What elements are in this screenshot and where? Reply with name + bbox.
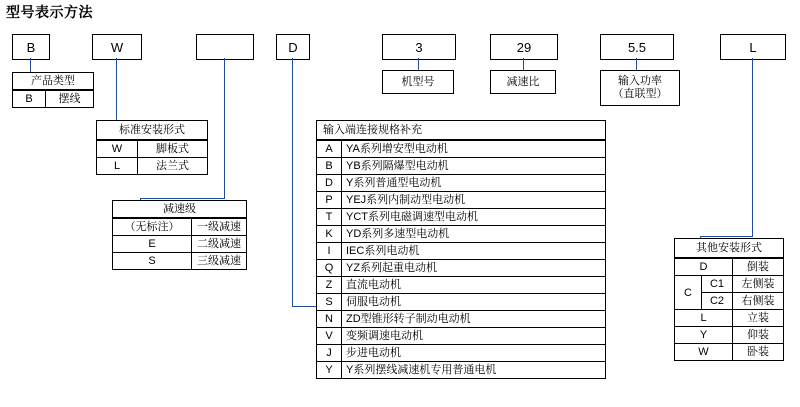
table-row [317, 158, 606, 175]
cell-code: A [317, 141, 342, 158]
table-title-text: 其他安装形式 [696, 241, 762, 254]
connector-other-mount-v [752, 58, 753, 236]
table-row [317, 192, 606, 209]
code-value: 5.5 [627, 39, 647, 55]
table-row [113, 253, 247, 270]
cell-code: W [97, 141, 138, 158]
cell-code: V [317, 328, 342, 345]
connector-ratio [523, 58, 524, 70]
cell-desc: 变频调速电动机 [342, 328, 606, 345]
code-value: 3 [415, 39, 423, 55]
cell-desc: 倒装 [733, 259, 784, 276]
table-connection [316, 140, 606, 379]
cell-code: Y [675, 327, 733, 344]
cell-desc: YCT系列电磁调速型电动机 [342, 209, 606, 226]
code-value: D [288, 39, 298, 55]
table-mount [96, 140, 208, 175]
code-value: B [26, 39, 36, 55]
cell-desc: 伺服电动机 [342, 294, 606, 311]
table-row [317, 243, 606, 260]
cell-code: W [675, 344, 733, 361]
code-box-power [600, 34, 674, 60]
code-box-stage [196, 34, 254, 60]
connector-stage-h [140, 198, 225, 199]
cell-code: L [675, 310, 733, 327]
table-row [317, 277, 606, 294]
code-box-model-no [382, 34, 456, 60]
table-row [317, 328, 606, 345]
code-box-mount [92, 34, 142, 60]
table-row [675, 259, 784, 276]
table-row [97, 141, 208, 158]
table-row [113, 236, 247, 253]
cell-desc: 法兰式 [138, 158, 208, 175]
table-row [113, 219, 247, 236]
table-row [317, 345, 606, 362]
code-box-product-type [12, 34, 50, 60]
cell-code: K [317, 226, 342, 243]
connector-conn-v [292, 58, 293, 306]
table-title-text: 输入端连接规格补充 [323, 123, 422, 136]
cell-code: S [113, 253, 192, 270]
label-box-ratio [490, 70, 556, 94]
cell-desc: 右侧装 [733, 293, 784, 310]
cell-desc: YB系列隔爆型电动机 [342, 158, 606, 175]
cell-desc: 左侧装 [733, 276, 784, 293]
cell-desc: 二级减速 [192, 236, 247, 253]
cell-desc: Y系列摆线减速机专用普通电机 [342, 362, 606, 379]
label-box-power [600, 70, 680, 106]
connector-conn-h [292, 306, 316, 307]
table-title-connection [316, 120, 606, 140]
cell-code: C2 [702, 293, 733, 310]
code-value: L [749, 39, 757, 55]
table-row [675, 327, 784, 344]
table-row [317, 294, 606, 311]
code-value: 29 [516, 39, 532, 55]
table-row [675, 276, 784, 293]
table-title-mount [96, 120, 208, 140]
cell-code: C1 [702, 276, 733, 293]
cell-code: N [317, 311, 342, 328]
cell-code: （无标注） [113, 219, 192, 236]
cell-code: I [317, 243, 342, 260]
connector-stage-v [224, 58, 225, 198]
cell-code: D [675, 259, 733, 276]
connector-other-mount-h [700, 236, 753, 237]
table-row [97, 158, 208, 175]
connector-mount [116, 58, 117, 120]
cell-desc: 一级减速 [192, 219, 247, 236]
page-title: 型号表示方法 [6, 4, 93, 20]
table-title-text: 减速级 [163, 202, 196, 215]
cell-desc: 立装 [733, 310, 784, 327]
table-row [317, 175, 606, 192]
cell-code: Z [317, 277, 342, 294]
label-text-line1: 输入功率 [618, 75, 662, 88]
cell-desc: 仰装 [733, 327, 784, 344]
code-box-connection [276, 34, 310, 60]
cell-desc: 三级减速 [192, 253, 247, 270]
cell-desc: Y系列普通型电动机 [342, 175, 606, 192]
table-other-mount [674, 258, 784, 361]
cell-code: Q [317, 260, 342, 277]
table-title-other-mount [674, 238, 784, 258]
cell-code: Y [317, 362, 342, 379]
table-row [13, 91, 94, 108]
cell-desc: 直流电动机 [342, 277, 606, 294]
code-box-other-mount [720, 34, 786, 60]
table-product-type [12, 90, 94, 108]
cell-code: L [97, 158, 138, 175]
cell-desc: 脚板式 [138, 141, 208, 158]
cell-code: B [317, 158, 342, 175]
cell-desc: YA系列增安型电动机 [342, 141, 606, 158]
cell-desc: YEJ系列内制动型电动机 [342, 192, 606, 209]
cell-code: J [317, 345, 342, 362]
cell-code: B [13, 91, 46, 108]
cell-desc: ZD型锥形转子制动电动机 [342, 311, 606, 328]
cell-desc: 摆线 [46, 91, 94, 108]
cell-code: P [317, 192, 342, 209]
cell-code: E [113, 236, 192, 253]
table-row [317, 260, 606, 277]
code-value: W [110, 39, 124, 55]
table-row [317, 311, 606, 328]
connector-product-type [30, 58, 31, 72]
code-box-ratio [490, 34, 558, 60]
table-row [675, 310, 784, 327]
cell-desc: 卧装 [733, 344, 784, 361]
cell-desc: IEC系列电动机 [342, 243, 606, 260]
table-row [675, 344, 784, 361]
connector-model-no [418, 58, 419, 70]
label-text: 减速比 [506, 75, 540, 88]
table-title-text: 产品类型 [31, 74, 75, 87]
cell-desc: YZ系列起重电动机 [342, 260, 606, 277]
cell-code: T [317, 209, 342, 226]
table-row [317, 362, 606, 379]
label-text: 机型号 [401, 75, 435, 88]
label-text-line2: （直联型） [612, 88, 668, 100]
table-row [317, 141, 606, 158]
table-stage [112, 218, 247, 270]
cell-code: S [317, 294, 342, 311]
table-row [317, 226, 606, 243]
cell-desc: YD系列多速型电动机 [342, 226, 606, 243]
connector-power [636, 58, 637, 70]
table-title-product-type [12, 72, 94, 90]
table-row [317, 209, 606, 226]
cell-desc: 步进电动机 [342, 345, 606, 362]
cell-group: C [675, 276, 702, 310]
label-box-model-no [382, 70, 454, 94]
table-title-text: 标准安装形式 [119, 123, 185, 136]
cell-code: D [317, 175, 342, 192]
table-title-stage [112, 200, 247, 218]
